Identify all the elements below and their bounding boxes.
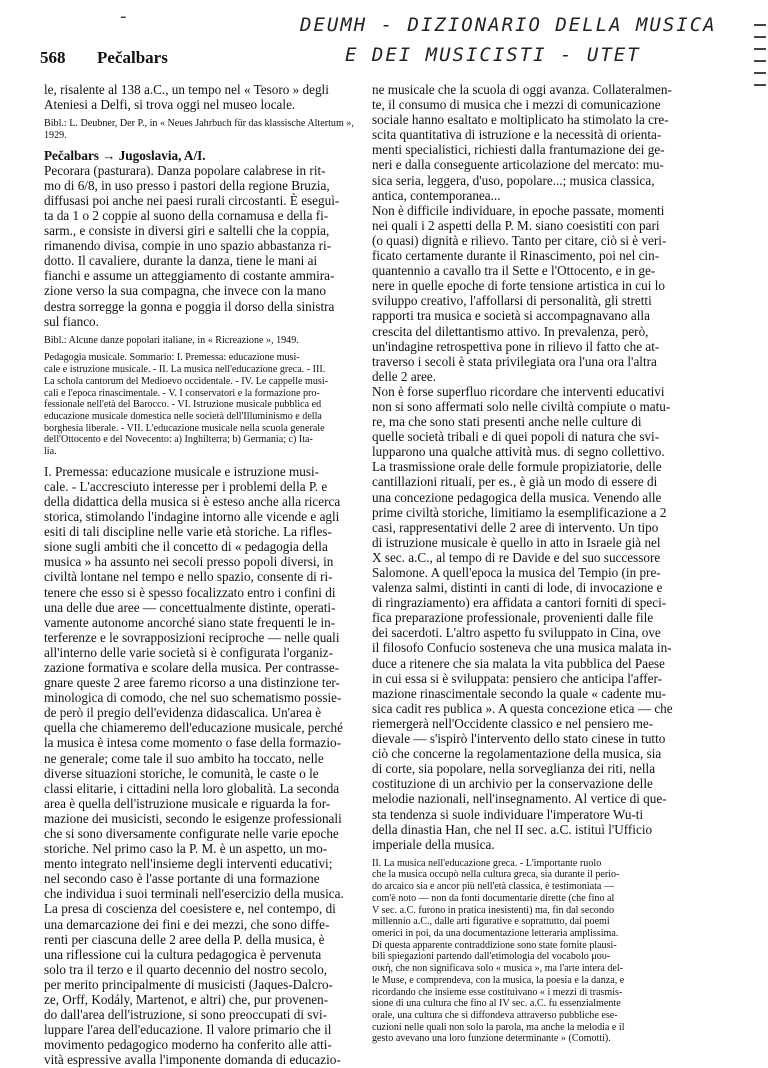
text-line: mento integrato nell'insieme degli interventi educativi;	[44, 856, 333, 872]
text-line: ze, Orff, Kodály, Martenot, e altri) che, pur provenen-	[44, 992, 329, 1008]
text-line: rimanendo divisa, compie in uno spazio abbastanza ri-	[44, 238, 332, 254]
text-line: di ringraziamento) era affidata a cantori forniti di speci-	[372, 595, 667, 611]
text-line: Non è difficile individuare, in epoche passate, momenti	[372, 202, 665, 218]
text-line: Di questa apparente contraddizione sono state fornite plausi-	[372, 939, 617, 951]
text-line: le Muse, e comprendeva, con la musica, la poesia e la danza, e	[372, 974, 625, 986]
text-line: mazione dei musicisti, secondo le esigenze professionali	[44, 810, 342, 826]
text-line: nel secondo caso è l'asse portante di una formazione	[44, 871, 320, 887]
text-line: Salomone. A quell'epoca la musica del Tempio (in pre-	[372, 565, 661, 580]
handwritten-title-line2: E DEI MUSICISTI - UTET	[345, 44, 641, 66]
text-line: in cui essa si è sviluppata: pensiero che anticipa l'affer-	[372, 670, 663, 686]
text-line: de però il pregio dell'evidenza didascalica. Un'area è	[44, 705, 322, 721]
text-line: V sec. a.C. furono in pratica inesistenti) ma, fin dal secondo	[372, 904, 614, 916]
text-line: millennio a.C., dalle arti figurative e soprattutto, dai poemi	[372, 916, 610, 928]
left-column	[44, 82, 374, 1068]
text-line: 1929.	[44, 129, 67, 141]
page-number: 568	[40, 48, 66, 67]
text-line: nei quali i 2 aspetti della P. M. siano coesistiti con pari	[372, 217, 660, 233]
scan-margin-marks	[754, 24, 766, 96]
handwritten-title-line1: DEUMH - DIZIONARIO DELLA MUSICA	[300, 14, 717, 36]
text-line: crescita del dilettantismo attivo. In prevalenza, però,	[372, 323, 649, 339]
text-line: che individua i suoi terminali nell'esercizio della musica.	[44, 886, 344, 902]
text-line: ciò che concerne la regolamentazione della musica, sia	[372, 746, 662, 762]
text-line: zazione formativa e scolare della musica. Per contrasse-	[44, 659, 340, 675]
text-line: traverso i secoli è stata privilegiata ora l'una ora l'altra	[372, 353, 657, 369]
text-line: Non è forse superfluo ricordare che interventi educativi	[372, 383, 665, 399]
text-line: sica cadit res publica ». A questa concezione etica — che	[372, 700, 673, 716]
text-line: menti specialistici, richiesti dalla frantumazione dei ge-	[372, 142, 665, 158]
text-line: melodie nazionali, nell'insegnamento. Al vertice di que-	[372, 791, 667, 807]
text-line: I. Premessa: educazione musicale e istruzione musi-	[44, 463, 320, 479]
text-line: gesto avevano una loro funzione determinante » (Comotti).	[372, 1033, 611, 1045]
text-line: gnare queste 2 aree faremo ricorso a una distinzione ter-	[44, 675, 340, 691]
text-line: fica preparazione professionale, provenienti dalle file	[372, 610, 654, 626]
text-line: sul fianco.	[44, 313, 99, 329]
text-line: quantennio a cavallo tra il Sette e l'Ottocento, e in ge-	[372, 263, 656, 279]
text-line: educazione musicale domestica nelle società dell'Illuminismo e della	[44, 410, 322, 422]
text-line: costituzione di un archivio per la conservazione delle	[372, 776, 653, 792]
text-line: valenza salmi, distinti in canti di lode, di invocazione e	[372, 580, 663, 596]
text-line: casi, rappresentativi delle 2 aree di intervento. Un tipo	[372, 519, 659, 535]
text-line: (o quasi) dignità e rilievo. Tanto per citare, ciò si è veri-	[372, 232, 667, 248]
text-line: vità espressive avalla l'imponente domanda di educazio-	[44, 1052, 341, 1068]
text-line: mazione rinascimentale secondo la quale « cadente mu-	[372, 685, 667, 701]
text-line: la musica è intesa come momento o fase della formazio-	[44, 735, 341, 751]
text-line: che si sono diversamente configurate nelle varie epoche	[44, 826, 339, 841]
text-line: una demarcazione dei fini e dei mezzi, che sono diffe-	[44, 916, 330, 932]
text-line: duce a ritenere che sia malata la vita pubblica del Paese	[372, 655, 665, 671]
text-line: sione sugli ambiti che il concetto di « pedagogia della	[44, 539, 328, 555]
text-line: te, il consumo di musica che i mezzi di comunicazione	[372, 97, 661, 113]
text-line: classi elitarie, i cittadini nella loro globalità. La seconda	[44, 780, 340, 796]
text-line: dotto. Il cavaliere, durante la danza, tiene le mani ai	[44, 253, 318, 269]
text-line: solo tra il terzo e il quarto decennio del nostro secolo,	[44, 961, 328, 977]
text-line: bili spiegazioni partendo dall'etimologia del vocabolo μου-	[372, 951, 611, 963]
text-line: esiti di tali discipline nelle varie età storiche. La rifles-	[44, 524, 332, 540]
text-line: La schola cantorum del Medioevo occidentale. - IV. Le cappelle musi-	[44, 375, 329, 387]
text-line: Bibl.: L. Deubner, Der P., in « Neues Jahrbuch für das klassische Altertum »,	[44, 118, 354, 130]
text-line: una concezione pedagogica della musica. Venendo alle	[372, 489, 662, 505]
text-line: fessionale nell'età del Barocco. - VI. Istruzione musicale pubblica ed	[44, 399, 322, 411]
text-line: quelle società tribali e di quei popoli di natura che svi-	[372, 429, 660, 445]
text-line: Bibl.: Alcune danze popolari italiane, in « Ricreazione », 1949.	[44, 334, 299, 346]
text-line: scita quantitativa di istruzione e la necessità di orienta-	[372, 127, 662, 143]
text-line: area è quella dell'istruzione musicale e riguarda la for-	[44, 795, 331, 811]
text-line: borghesia liberale. - VII. L'educazione musicale nella scuola generale	[44, 422, 325, 434]
text-line: nere in quelle epoche di forte tensione artistica in cui lo	[372, 278, 665, 294]
handwritten-mark: -	[120, 6, 127, 27]
text-line: all'interno delle varie società si è configurata l'organiz-	[44, 644, 334, 660]
text-line: renti per ciascuna delle 2 aree della P. della musica, è	[44, 931, 325, 947]
text-line: tenere che esso si è spesso focalizzato entro i confini di	[44, 584, 336, 600]
text-line: neri e dalla conseguente articolazione del mercato: mu-	[372, 157, 664, 173]
text-line: Pečalbars → Jugoslavia, A/I.	[44, 147, 206, 163]
text-line: dei sacerdoti. L'altro aspetto fu sviluppato in Cina, ove	[372, 625, 661, 641]
text-line: vamente autonome ancorché siano state frequenti le in-	[44, 614, 336, 630]
text-line: ricordando che insieme esse costituivano « i mezzi di trasmis-	[372, 986, 623, 998]
text-line: terferenze e le sovrapposizioni reciproche — nelle quali	[44, 629, 340, 645]
text-line: omerici in poi, da una documentazione letteraria amplissima.	[372, 928, 619, 939]
text-line: Pecorara (pasturara). Danza popolare calabrese in rit-	[44, 162, 326, 178]
text-line: X sec. a.C., al tempo di re Davide e del suo successore	[372, 549, 661, 565]
text-line: destra sorregge la gonna e poggia il dorso della sinistra	[44, 298, 335, 314]
text-line: non si sono affermati solo nelle civiltà compiute o matu-	[372, 398, 671, 414]
text-line: sica seria, leggera, d'uso, popolare...; musica classica,	[372, 172, 655, 188]
text-line: La presa di coscienza del coesistere e, nel contempo, di	[44, 901, 336, 917]
text-line: cali e l'epoca rinascimentale. - V. I conservatori e la formazione pro-	[44, 387, 320, 399]
text-line: un'indagine retrospettiva pone in rilievo il fatto che at-	[372, 338, 660, 354]
text-line: delle 2 aree.	[372, 368, 437, 384]
text-line: di istruzione musicale è quello in atto in Israele già nel	[372, 534, 661, 550]
text-line: rapporti tra musica e società si accompagnavano alla	[372, 308, 650, 324]
text-line: com'è noto — non da fonti documentarie dirette (che fino al	[372, 892, 615, 904]
text-line: do arcaico sia e ancor più nell'età classica, è testimoniata —	[372, 881, 615, 893]
text-line: storica, stimolando l'indagine intorno alle vicende e agli	[44, 509, 340, 525]
text-line: orale, una cultura che si diffondeva attraverso pubbliche ese-	[372, 1009, 618, 1021]
text-line: movimento pedagogico moderno ha conferito alle atti-	[44, 1037, 332, 1053]
text-line: minologica di comodo, che nel suo schematismo possie-	[44, 690, 342, 706]
text-line: che la musica occupò nella cultura greca, sia durante il perio-	[372, 869, 620, 881]
text-line: ne musicale che la scuola di oggi avanza. Collateralmen-	[372, 82, 672, 97]
text-line: il filosofo Confucio sosteneva che una musica malata in-	[372, 640, 672, 656]
text-line: sarm., e consiste in diversi giri e saltelli che la coppia,	[44, 223, 330, 239]
text-line: do dall'area dell'istruzione, si sono preoccupati di svi-	[44, 1007, 328, 1023]
text-line: re, ma che sono stati presenti anche nelle culture di	[372, 414, 642, 430]
text-line: una delle due aree — concettualmente distinte, operati-	[44, 599, 336, 615]
text-line: cale. - L'accresciuto interesse per i problemi della P. e	[44, 478, 328, 494]
text-line: ta da 1 o 2 coppie al suono della cornamusa e della fi-	[44, 207, 329, 223]
text-line: della dinastia Han, che nel II sec. a.C. istituì l'Ufficio	[372, 821, 653, 837]
text-line: storiche. Nel primo caso la P. M. è un aspetto, un mo-	[44, 841, 328, 857]
text-line: ficato certamente durante il Rinascimento, poi nel cin-	[372, 248, 660, 264]
text-line: sta tendenza si suole individuare l'imperatore Wu-ti	[372, 806, 644, 822]
right-column	[372, 82, 712, 1045]
text-line: ne generale; come tale il suo ambito ha toccato, nelle	[44, 750, 324, 766]
text-line: dievale — s'ispirò l'intervento dello stato cinese in tutto	[372, 731, 666, 747]
text-line: quella che chiameremo dell'educazione musicale, perché	[44, 720, 343, 736]
text-line: σική, che non significava solo « musica », ma l'arte intera del-	[372, 963, 624, 975]
text-line: Pedagogia musicale. Sommario: I. Premessa: educazione musi-	[44, 352, 300, 364]
text-line: II. La musica nell'educazione greca. - L'importante ruolo	[372, 857, 602, 869]
text-line: mo di 6/8, in uso presso i pastori della regione Bruzia,	[44, 177, 330, 193]
text-line: di corte, sia popolare, nella sorveglianza dei riti, nella	[372, 761, 656, 777]
text-line: le, risalente al 138 a.C., un tempo nel « Tesoro » degli	[44, 82, 329, 97]
text-line: antica, contemporanea...	[372, 187, 501, 203]
text-line: lupparono una qualche attività mus. di segno collettivo.	[372, 444, 665, 460]
text-line: civiltà lontane nel tempo e nello spazio, consente di ri-	[44, 569, 333, 585]
text-line: diffusasi poi anche nei paesi rurali circostanti. È eseguì-	[44, 192, 340, 208]
text-line: zione verso la sua compagna, che invece con la mano	[44, 283, 326, 299]
text-line: La trasmissione orale delle formule propiziatorie, delle	[372, 459, 662, 475]
text-line: lia.	[44, 446, 57, 458]
text-line: diverse situazioni storiche, le comunità, le caste o le	[44, 765, 319, 781]
text-line: sione di una cultura che fino al IV sec. a.C. fu essenzialmente	[372, 998, 621, 1010]
text-line: musica » ha assunto nei secoli presso popoli diversi, in	[44, 554, 334, 570]
text-line: riemergerà nell'Occidente classico e nel pensiero me-	[372, 715, 654, 731]
text-line: una riflessione cui la cultura pedagogica è pervenuta	[44, 946, 322, 962]
text-line: sociale hanno esaltato e moltiplicato ha stimolato la cre-	[372, 112, 669, 128]
text-line: sviluppo creativo, l'affollarsi di personalità, gli stretti	[372, 293, 652, 309]
text-line: cuzioni nelle quali non solo la parola, ma anche la melodia e il	[372, 1021, 625, 1033]
text-line: cantillazioni rituali, per es., è già un modo di essere di	[372, 474, 658, 490]
text-line: luppare l'area dell'educazione. Il valore primario che il	[44, 1022, 332, 1038]
text-line: fianchi e assume un atteggiamento di costante ammira-	[44, 268, 335, 284]
text-line: della didattica della musica si è esteso anche alla ricerca	[44, 493, 341, 509]
text-line: dell'Ottocento e del Novecento: a) Inghilterra; b) Germania; c) Ita-	[44, 434, 313, 446]
text-line: per merito principalmente di musicisti (Jaques-Dalcro-	[44, 976, 333, 992]
text-line: cale e istruzione musicale. - II. La musica nell'educazione greca. - III.	[44, 364, 326, 376]
text-line: prime civiltà storiche, limitiamo la esemplificazione a 2	[372, 504, 667, 520]
text-line: imperiale della musica.	[372, 836, 495, 852]
running-head: Pečalbars	[97, 48, 168, 67]
text-line: Ateniesi a Delfi, si trova oggi nel museo locale.	[44, 97, 296, 113]
